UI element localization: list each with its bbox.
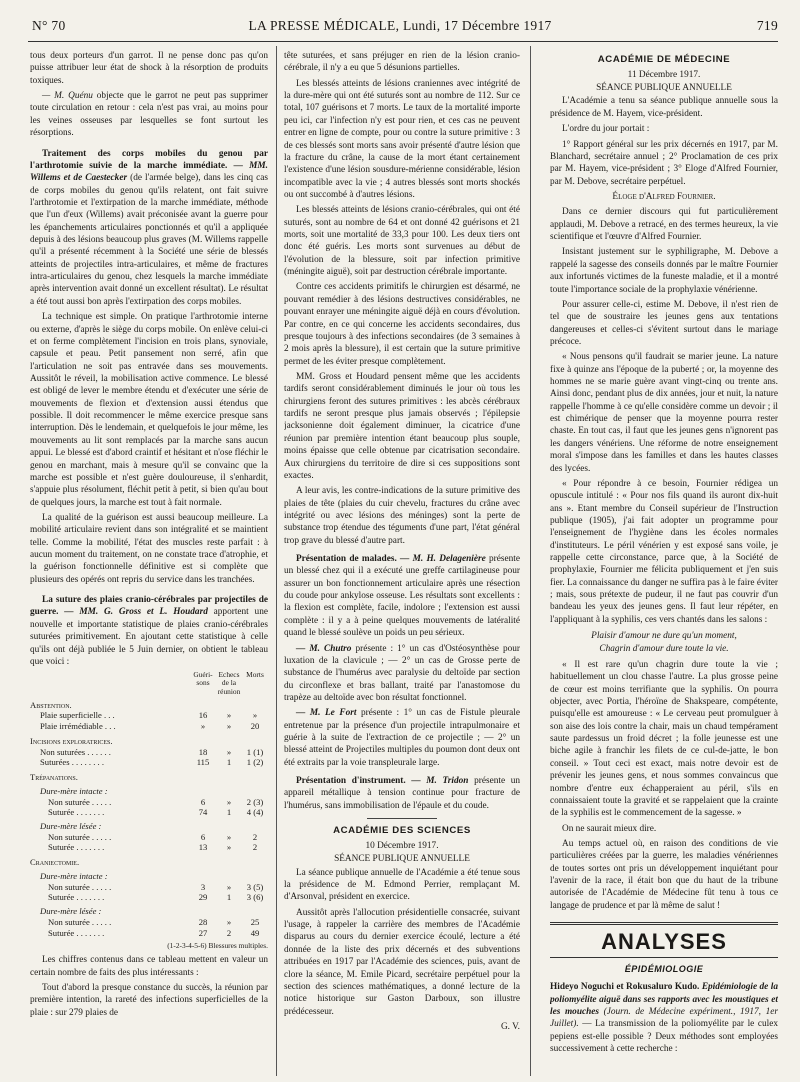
paragraph: MM. Gross et Houdard pensent même que les accidents tardifs seront considérablement diminués le jour où tous les chirurgiens feront des sutures primitives : les abcès cérébraux tardifs ne seront presque plus jamais observés ; l'épilepsie jacksonienne doit également diminuer, la cicatrice d'une réunion par première intention étant beaucoup plus souple, moins épaisse que celle obtenue par cicatrisation secondaire. Aux chirurgiens du territoire de dire si ces suppositions sont exactes.	[284, 371, 520, 481]
table-row: Non suturée . . . . . 6 » 2	[48, 831, 258, 842]
paragraph: tous deux porteurs d'un garrot. Il ne pense donc pas qu'on puisse attribuer leur état de shock à la résorption de produits toxiques.	[30, 51, 268, 86]
speaker-name: — M. Chutro	[296, 643, 352, 654]
presentation-malades	[284, 553, 520, 640]
analyses-heading: ANALYSES	[550, 922, 778, 958]
paragraph: tête suturées, et sans préjuger en rien de la lésion cranio-cérébrale, il n'y a eu que 5 désunions partielles.	[284, 51, 520, 74]
table-subsection: Dure-mère lésée :	[40, 821, 102, 832]
speaker-name: — M. Le Fort	[296, 708, 357, 719]
journal-title: LA PRESSE MÉDICALE, Lundi, 17 Décembre 1917	[248, 18, 552, 33]
paragraph: La qualité de la guérison est aussi beaucoup meilleure. La mobilité articulaire revient dans son intégralité et se maintient telle. Comme la mobilité, l'état des muscles reste parfait : à aucun moment du traitement, on ne constate trace d'atrophie, et la guérison fonctionnelle définitive est si complète que plusieurs des opérés ont repris du service dans les tranchées.	[30, 512, 268, 585]
session-date: 10 Décembre 1917.	[365, 840, 439, 851]
table-section: Trépanations.	[30, 772, 78, 783]
paragraph	[284, 643, 520, 705]
table-row: Suturée . . . . . . . 13 » 2	[48, 842, 258, 853]
analysis-title: Epidémiologie de la poliomyélite aiguë dans ses rapports avec les moustiques et les mouches	[550, 982, 778, 1018]
column-divider-2	[530, 46, 531, 1076]
session-title: SÉANCE PUBLIQUE ANNUELLE	[334, 854, 470, 865]
paragraph: « Nous pensons qu'il faudrait se marier jeune. La nature fixe à quinze ans l'époque de la puberté ; or, la moyenne des hommes ne se marie guère avant vingt-cinq ou trente ans. Ainsi donc, pendant plus de dix années, jour et nuit, la nature rappelle l'homme à ce qu'elle considère comme un devoir ; il est chimérique de penser que la moyenne pourra rester chaste. En tout cas, il faut que les jeunes gens n'ignorent pas les dangers vénériens. Une réforme de notre enseignement moral s'impose dans les familles et dans les hautes classes des lycées.	[550, 352, 778, 474]
paragraph: « Il est rare qu'un chagrin dure toute la vie ; habituellement un clou chasse l'autre. La plus grosse peine de cœur est moins terrifiante que la syphilis. On pourra objecter, avec Portia, l'héroïne de Shakspeare, compétente, puisqu'elle est amoureuse : « Le cerveau peut promulguer à son aise des lois contre la chair, mais un chaud tempérament saute pardessus un froid décret ; la folle jeunesse est une biche agile à franchir les filets de ce cul-de-jatte, le bon conseil. » Tout ceci est exact, mais notre devoir est de prévenir les jeunes gens, et nous sommes convaincus que nombre d'entre eux échapperaient au péril, s'ils en connaissaient toute la gravité et se rappelaient que la crainte de la syphilis est le commencement de la sagesse. »	[550, 659, 778, 819]
table-section: Craniectomie.	[30, 857, 80, 868]
paragraph: L'Académie a tenu sa séance publique annuelle sous la présidence de M. Hayem, vice-président.	[550, 96, 778, 119]
presentation-instrument	[284, 775, 520, 812]
subsection-heading: Éloge d'Alfred Fournier.	[612, 191, 716, 202]
column-2	[284, 50, 520, 1078]
table-row: Suturée . . . . . . . 74 1 4 (4)	[48, 807, 264, 818]
article-title: La suture des plaies cranio-cérébrales par projectiles de guerre.	[30, 595, 268, 618]
column-1	[30, 50, 268, 1078]
table-row: Suturées . . . . . . . . 115 1 1 (2)	[40, 757, 264, 768]
table-row: Plaie irrémédiable . . . » » 20	[40, 721, 260, 732]
paragraph: L'ordre du jour portait :	[562, 124, 650, 135]
article-gross-houdard	[30, 594, 268, 668]
analysis-entry	[550, 981, 778, 1055]
header-rule	[28, 41, 778, 42]
page-number: 719	[756, 18, 778, 33]
column-header: Guéri-sons	[193, 670, 213, 688]
article-authors: — MM. G. Gross et L. Houdard	[58, 607, 208, 618]
poem-line: Plaisir d'amour ne dure qu'un moment,	[591, 631, 737, 642]
paragraph	[284, 707, 520, 769]
table-subsection: Dure-mère lésée :	[40, 906, 102, 917]
table-row: Suturée . . . . . . . 29 1 3 (6)	[48, 892, 264, 903]
paragraph: A leur avis, les contre-indications de la suture primitive des plaies de tête (plaies du cuir chevelu, fractures du crâne avec intégrité ou avec lésions des méninges) sont la perte de substance trop étendue des téguments d'une part, l'état général trop grave du blessé d'autre part.	[284, 486, 520, 546]
article-willems	[30, 148, 268, 309]
paragraph-text: présente : 1° un cas de Fistule pleurale entretenue par la présence d'un projectile intrapulmonaire et guérie à la suite de l'extraction de ce projectile ; — 2° un blessé atteint de Projectiles multiples du poumon dont deux ont été extraits par la voie transpleurale large.	[284, 708, 520, 768]
table-subsection: Dure-mère intacte :	[40, 785, 108, 796]
table-section: Incisions exploratrices.	[30, 735, 113, 746]
paragraph: Aussitôt après l'allocution présidentielle consacrée, suivant l'usage, à rappeler la carrière des membres de l'Académie disparus au cours du dernier exercice écoulé, lecture a été donnée de la liste des prix décernés et des subventions attribuées en 1917 par l'Académie des sciences, puis, avant de clore la séance, M. Emile Picard, secrétaire perpétuel pour la section des sciences mathématiques, a donné lecture de la notice historique sur Gaston Darboux, son illustre prédécesseur.	[284, 907, 520, 1017]
session-title: SÉANCE PUBLIQUE ANNUELLE	[596, 83, 732, 94]
table-section: Abstention.	[30, 699, 72, 710]
issue-number: N° 70	[32, 18, 66, 33]
article-title: Traitement des corps mobiles du genou par l'arthrotomie suivie de la marche immédiate.	[30, 148, 268, 171]
signature: G. V.	[500, 1021, 520, 1032]
paragraph-text: présente un appareil métallique à tension continue pour fracture de l'humérus, sans immobilisation de l'épaule et du coude.	[284, 776, 520, 811]
table-row: Non suturée . . . . . 6 » 2 (3)	[48, 796, 264, 807]
paragraph-text: (de l'armée belge), dans les cinq cas de corps mobiles du genou qu'ils relatent, ont fait suivre l'arthrotomie et l'extirpation de la marche immédiate, méthode que l'un d'eux (Willems) avait préconisée avant la guerre pour les épanchements articulaires ponctionnés et qu'il a appliquée depuis à des lésions beaucoup plus graves (M. Willems rappelle qu'il a présenté récemment à la Société une série de blessés atteints de projectiles intra-articulaires, et même de fractures intra-articulaires du genou, chez lesquels la marche immédiate après intervention avait donné un excellent résultat). Le résultat a été tout aussi bon après l'extirpation des corps mobiles.	[30, 173, 268, 307]
paragraph: Insistant justement sur le syphiligraphe, M. Debove a rappelé la sagesse des conseils donnés par le maître Fournier aux infortunés victimes de la funeste maladie, et il a montré toute l'importance sociale de la prophylaxie vénérienne.	[550, 247, 778, 295]
paragraph: Les blessés atteints de lésions craniennes avec intégrité de la dure-mère qui ont été suturés sont au nombre de 112. Sur ce total, 107 guérisons et 7 morts. Le taux de la mortalité importe peu ici, car l'infection n'y est pour rien, et ces cas ne peuvent entrer en ligne de compte, pour ou contre la suture primitive : 3 de ces blessés sont morts sans avoir présenté d'autre lésion que la fracture du crâne, la cause de la mort étant certainement l'existence d'une lésion sousdure-mérienne considérable, lésion incompatible avec la vie ; 4 autres blessés sont morts shockés ou ont succombé à d'autres lésions.	[284, 78, 520, 200]
session-date: 11 Décembre 1917.	[627, 69, 701, 80]
rubric-heading: ÉPIDÉMIOLOGIE	[624, 964, 704, 975]
section-divider	[367, 818, 437, 819]
paragraph: Les blessés atteints de lésions cranio-cérébrales, qui ont été suturés, sont au nombre de 64 et ont donné 42 guérisons et 21 morts, soit une mortalité de 33,3 pour 100. Les deux tiers ont donc été guéris. Les morts sont survenues au début de l'évolution de la blessure, soit par infection primitive (méningite aiguë), soit par destruction cérébrale importante.	[284, 205, 520, 278]
paragraph: Dans ce dernier discours qui fut particulièrement applaudi, M. Debove a retracé, en des termes heureux, la vie scientifique et l'œuvre d'Alfred Fournier.	[550, 207, 778, 243]
table-row: Non suturée . . . . . 3 » 3 (5)	[48, 881, 264, 892]
paragraph: 1° Rapport général sur les prix décernés en 1917, par M. Blanchard, secrétaire annuel ; 2° Proclamation de ces prix par M. Hayem, vice-président ; 3° Eloge d'Alfred Fournier, par M. Debove, secrétaire perpétuel.	[550, 139, 778, 187]
table-row: Plaie superficielle . . . 16 » »	[40, 710, 258, 721]
article-authors: — MM. Willems et de Caestecker	[30, 160, 268, 184]
paragraph: La séance publique annuelle de l'Académie a été tenue sous la présidence de M. Edmond Perrier, remplaçant M. d'Arsonval, président en exercice.	[284, 867, 520, 903]
section-heading: ACADÉMIE DES SCIENCES	[333, 825, 471, 837]
table-row: Non suturées . . . . . . 18 » 1 (1)	[40, 746, 264, 757]
analysis-journal: (Journ. de Médecine expériment., 1917, 1er Juillet).	[550, 1007, 778, 1030]
poem-line: Chagrin d'amour dure toute la vie.	[599, 643, 729, 654]
table-footnote: (1-2-3-4-5-6) Blessures multiples.	[167, 941, 268, 951]
statistics-table	[30, 671, 268, 938]
column-divider-1	[276, 46, 277, 1076]
column-header: Echecs de la réunion	[217, 670, 241, 696]
article-title: Présentation d'instrument.	[296, 776, 406, 787]
table-row: Suturée . . . . . . . 27 2 49	[48, 927, 260, 938]
paragraph-text: présente un blessé chez qui il a exécuté une greffe cartilagineuse pour assurer un bon fonctionnement articulaire après une résection du coude pour ankylose osseuse. Les résultats sont excellents : la flexion est complète, facile, indolore ; l'extension est aussi complète : il y a à peine quelques mouvements de latéralité quand le blessé soulève un poids un peu sérieux.	[284, 554, 520, 639]
paragraph-text: objecte que le garrot ne peut pas supprimer toute circulation en retour : cela n'est pas vrai, au moins pour les veines osseuses par lesquelles se font surtout les résorptions.	[30, 91, 268, 139]
paragraph-text: présente : 1° un cas d'Ostéosynthèse pour luxation de la clavicule ; — 2° un cas de Grosse perte de substance de l'humérus avec paralysie du deltoïde par section du circonflexe et bras ballant, traité par l'anastomose du trapèze au deltoïde avec bon résultat fonctionnel.	[284, 643, 520, 703]
paragraph: Au temps actuel où, en raison des conditions de vie particulières créées par la guerre, les maladies vénériennes de toutes sortes ont pris un développement inquiétant pour l'avenir de la race, il était bon que du haut de la tribune autorisée de l'Académie de Médecine fût tenu à tous ce langage de prudence et par là même de salut !	[550, 838, 778, 911]
paragraph: Les chiffres contenus dans ce tableau mettent en valeur un certain nombre de faits des plus intéressants :	[30, 955, 268, 978]
poem	[550, 630, 778, 655]
paragraph: La technique est simple. On pratique l'arthrotomie interne ou externe, d'après le siège du corps mobile. On enlève celui-ci et on ferme complètement l'incision en trois plans, synoviale, capsule et peau. Petit pansement non serré, afin que l'articulation ne soit pas entravée dans ses mouvements. Aussitôt le réveil, la mobilisation active commence. Le blessé est obligé de lever le membre étendu et d'exécuter une série de mouvements de flexion et d'extension aussi étendus que possible. Il doit recommencer le même exercice presque sans interruption. Dès le lendemain, et quelquefois le jour même, les mouvements au lit sont remplacés par la marche sans aucun appui. Le blessé est d'abord craintif et hésitant et n'ose fléchir le genou en marchant, mais à mesure qu'il se convainc que la marche est possible et n'est guère douloureuse, il s'enhardit, s'appuie plus résolument, fléchit petit à petit, si bien qu'au bout de quelques jours, la marche est tout à fait normale.	[30, 312, 268, 508]
column-3	[550, 50, 778, 1078]
paragraph: Pour assurer celle-ci, estime M. Debove, il n'est rien de tel que de soustraire les jeunes gens aux tentations dangereuses et celles-ci s'évitent surtout dans le mariage précoce.	[550, 299, 778, 347]
column-header: Morts	[246, 670, 264, 680]
paragraph-text: — La transmission de la poliomyélite par le culex pepiens est-elle possible ? Deux méthodes sont employées successivement à cette recherche :	[550, 1019, 778, 1055]
table-header-row	[30, 671, 268, 695]
table-row: Non suturée . . . . . 28 » 25	[48, 916, 260, 927]
paragraph: On ne saurait mieux dire.	[562, 823, 657, 834]
paragraph: Contre ces accidents primitifs le chirurgien est désarmé, ne pouvant remédier à des lésions destructives considérables, ne pouvant enrayer une méningite aiguë déjà en cours d'évolution. Par contre, en ce qui concerne les accidents secondaires, dus presque toujours à des infections secondaires (de 3 semaines à 2 mois après la blessure), il est certain que la suture primitive permet de les éviter presque complètement.	[284, 282, 520, 367]
section-heading: ACADÉMIE DE MÉDECINE	[597, 54, 731, 65]
article-title: Présentation de malades.	[296, 554, 397, 565]
paragraph	[30, 90, 268, 139]
table-subsection: Dure-mère intacte :	[40, 870, 108, 881]
analysis-authors: Hideyo Noguchi et Rokusaluro Kudo.	[550, 982, 700, 993]
speaker-name: — M. Tridon	[405, 776, 469, 787]
paragraph: « Pour répondre à ce besoin, Fournier rédigea un opuscule intitulé : « Pour nos fils quand ils auront dix-huit ans ». Etant membre du Conseil supérieur de l'Instruction publique (1905), j'ai fait adopter un programme pour l'enseignement de l'hygiène dans les écoles normales d'instituteurs. Le péril vénérien y est exposé sans voile, je rappelle cette circonstance, parce que, à la Société de prophylaxie, Fournier me félicita publiquement et j'en suis fier. La connaissance du danger ne suffira pas à le faire éviter ; mais, sous prétexte de pudeur, il ne faut pas couvrir d'un bandeau les yeux des jeunes gens. Il faut leur répéter, en l'appliquant à la syphilis, ces vers chantés dans les salons :	[550, 478, 778, 625]
paragraph: Tout d'abord la presque constance du succès, la réunion par première intention, la rareté des infections superficielles de la plaie : sur 279 plaies de	[30, 982, 268, 1018]
page-header	[22, 18, 778, 40]
speaker-name: — M. H. Delagenière	[396, 554, 486, 565]
paragraph-text: apportent une nouvelle et importante statistique de plaies cranio-cérébrales suturées primitivement. En ajoutant cette statistique à celle qu'ils ont déjà publiée le 5 Juin dernier, on obtient le tableau que voici :	[30, 607, 268, 667]
speaker-name: — M. Quénu	[42, 91, 93, 102]
